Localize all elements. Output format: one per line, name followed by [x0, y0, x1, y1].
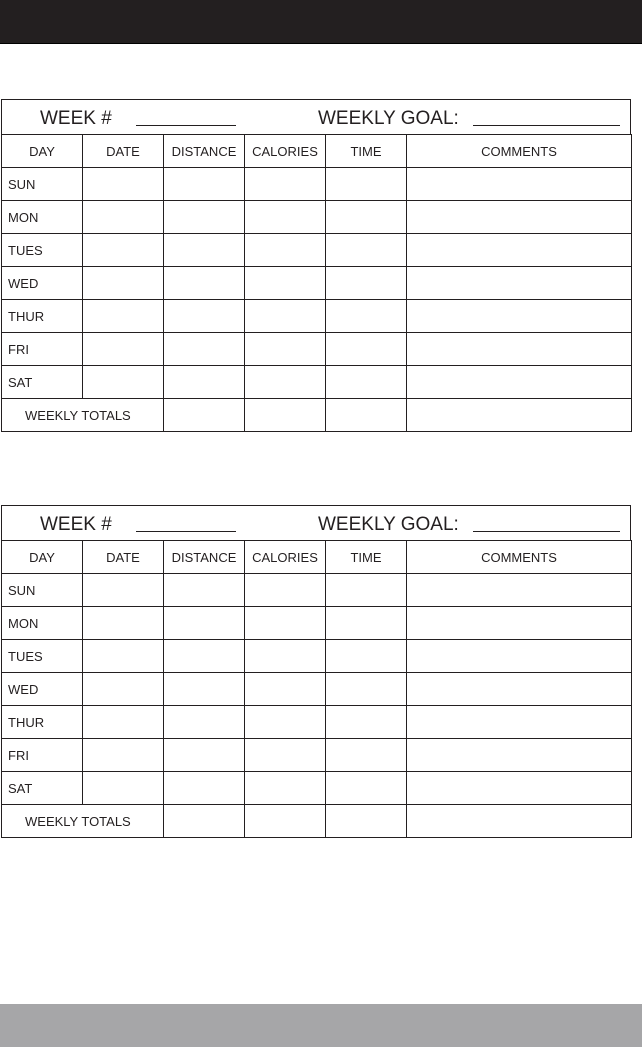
entry-cell-time[interactable]: [326, 267, 407, 300]
total-cell-time[interactable]: [326, 399, 407, 432]
day-row: [2, 366, 632, 399]
weekly-goal-label: WEEKLY GOAL:: [318, 514, 459, 535]
entry-cell-calories[interactable]: [245, 739, 326, 772]
day-label: MON: [2, 201, 83, 234]
entry-cell-comments[interactable]: [407, 366, 632, 399]
entry-cell-date[interactable]: [83, 234, 164, 267]
entry-cell-time[interactable]: [326, 300, 407, 333]
day-row: [2, 673, 632, 706]
day-label: THUR: [2, 706, 83, 739]
entry-cell-distance[interactable]: [164, 168, 245, 201]
entry-cell-comments[interactable]: [407, 739, 632, 772]
entry-cell-comments[interactable]: [407, 640, 632, 673]
column-header-day: DAY: [2, 541, 83, 574]
column-header-calories: CALORIES: [245, 135, 326, 168]
entry-cell-distance[interactable]: [164, 739, 245, 772]
day-label: FRI: [2, 739, 83, 772]
day-label: SUN: [2, 574, 83, 607]
column-header-day: DAY: [2, 135, 83, 168]
entry-cell-date[interactable]: [83, 739, 164, 772]
entry-cell-distance[interactable]: [164, 607, 245, 640]
entry-cell-date[interactable]: [83, 168, 164, 201]
entry-cell-comments[interactable]: [407, 772, 632, 805]
entry-cell-distance[interactable]: [164, 300, 245, 333]
weekly-goal-field[interactable]: [473, 531, 620, 532]
entry-cell-date[interactable]: [83, 640, 164, 673]
week-number-field[interactable]: [136, 531, 236, 532]
entry-cell-calories[interactable]: [245, 168, 326, 201]
entry-cell-date[interactable]: [83, 333, 164, 366]
entry-cell-time[interactable]: [326, 739, 407, 772]
entry-cell-distance[interactable]: [164, 267, 245, 300]
entry-cell-date[interactable]: [83, 201, 164, 234]
total-cell-comments[interactable]: [407, 399, 632, 432]
entry-cell-calories[interactable]: [245, 772, 326, 805]
entry-cell-comments[interactable]: [407, 168, 632, 201]
entry-cell-calories[interactable]: [245, 673, 326, 706]
column-header-calories: CALORIES: [245, 541, 326, 574]
day-label: THUR: [2, 300, 83, 333]
entry-cell-comments[interactable]: [407, 267, 632, 300]
entry-cell-distance[interactable]: [164, 201, 245, 234]
day-row: [2, 739, 632, 772]
total-cell-calories[interactable]: [245, 399, 326, 432]
entry-cell-comments[interactable]: [407, 706, 632, 739]
day-row: [2, 168, 632, 201]
day-label: SAT: [2, 366, 83, 399]
column-header-distance: DISTANCE: [164, 135, 245, 168]
entry-cell-date[interactable]: [83, 772, 164, 805]
total-cell-distance[interactable]: [164, 399, 245, 432]
entry-cell-date[interactable]: [83, 300, 164, 333]
weekly-totals-row: [2, 399, 632, 432]
column-header-row: [2, 135, 632, 168]
day-row: [2, 201, 632, 234]
log-header: [1, 99, 631, 134]
entry-cell-date[interactable]: [83, 574, 164, 607]
entry-cell-distance[interactable]: [164, 333, 245, 366]
week-number-label: WEEK #: [40, 108, 112, 129]
day-row: [2, 607, 632, 640]
entry-cell-time[interactable]: [326, 366, 407, 399]
entry-cell-time[interactable]: [326, 772, 407, 805]
top-bar: [0, 0, 642, 44]
entry-cell-time[interactable]: [326, 201, 407, 234]
entry-cell-distance[interactable]: [164, 772, 245, 805]
day-label: SUN: [2, 168, 83, 201]
week-number-field[interactable]: [136, 125, 236, 126]
column-header-time: TIME: [326, 135, 407, 168]
day-label: MON: [2, 607, 83, 640]
entry-cell-date[interactable]: [83, 366, 164, 399]
day-row: [2, 234, 632, 267]
entry-cell-calories[interactable]: [245, 706, 326, 739]
weekly-totals-label: WEEKLY TOTALS: [2, 399, 164, 432]
entry-cell-calories[interactable]: [245, 300, 326, 333]
entry-cell-calories[interactable]: [245, 201, 326, 234]
entry-cell-calories[interactable]: [245, 267, 326, 300]
entry-cell-calories[interactable]: [245, 234, 326, 267]
day-label: TUES: [2, 234, 83, 267]
column-header-comments: COMMENTS: [407, 541, 632, 574]
entry-cell-date[interactable]: [83, 706, 164, 739]
day-label: SAT: [2, 772, 83, 805]
column-header-comments: COMMENTS: [407, 135, 632, 168]
day-row: [2, 300, 632, 333]
entry-cell-time[interactable]: [326, 168, 407, 201]
entry-cell-distance[interactable]: [164, 640, 245, 673]
total-cell-calories[interactable]: [245, 805, 326, 838]
entry-cell-time[interactable]: [326, 640, 407, 673]
entry-cell-distance[interactable]: [164, 706, 245, 739]
entry-cell-time[interactable]: [326, 607, 407, 640]
day-row: [2, 706, 632, 739]
entry-cell-time[interactable]: [326, 234, 407, 267]
log-table: [1, 540, 632, 838]
entry-cell-distance[interactable]: [164, 574, 245, 607]
column-header-row: [2, 541, 632, 574]
entry-cell-comments[interactable]: [407, 574, 632, 607]
entry-cell-date[interactable]: [83, 673, 164, 706]
day-label: TUES: [2, 640, 83, 673]
day-row: [2, 333, 632, 366]
day-row: [2, 772, 632, 805]
entry-cell-comments[interactable]: [407, 234, 632, 267]
day-label: WED: [2, 673, 83, 706]
entry-cell-comments[interactable]: [407, 300, 632, 333]
entry-cell-distance[interactable]: [164, 366, 245, 399]
bottom-bar: [0, 1004, 642, 1047]
weekly-log: [1, 505, 631, 838]
weekly-goal-label: WEEKLY GOAL:: [318, 108, 459, 129]
day-row: [2, 640, 632, 673]
column-header-distance: DISTANCE: [164, 541, 245, 574]
day-row: [2, 267, 632, 300]
day-label: FRI: [2, 333, 83, 366]
entry-cell-comments[interactable]: [407, 607, 632, 640]
entry-cell-calories[interactable]: [245, 640, 326, 673]
entry-cell-date[interactable]: [83, 267, 164, 300]
weekly-log: [1, 99, 631, 432]
entry-cell-calories[interactable]: [245, 333, 326, 366]
weekly-totals-label: WEEKLY TOTALS: [2, 805, 164, 838]
entry-cell-distance[interactable]: [164, 234, 245, 267]
weekly-goal-field[interactable]: [473, 125, 620, 126]
entry-cell-comments[interactable]: [407, 333, 632, 366]
weekly-totals-row: [2, 805, 632, 838]
entry-cell-distance[interactable]: [164, 673, 245, 706]
column-header-date: DATE: [83, 135, 164, 168]
log-header: [1, 505, 631, 540]
entry-cell-comments[interactable]: [407, 201, 632, 234]
entry-cell-calories[interactable]: [245, 574, 326, 607]
total-cell-distance[interactable]: [164, 805, 245, 838]
entry-cell-time[interactable]: [326, 673, 407, 706]
day-label: WED: [2, 267, 83, 300]
column-header-time: TIME: [326, 541, 407, 574]
entry-cell-time[interactable]: [326, 333, 407, 366]
entry-cell-calories[interactable]: [245, 607, 326, 640]
day-row: [2, 574, 632, 607]
total-cell-comments[interactable]: [407, 805, 632, 838]
total-cell-time[interactable]: [326, 805, 407, 838]
entry-cell-time[interactable]: [326, 706, 407, 739]
column-header-date: DATE: [83, 541, 164, 574]
entry-cell-date[interactable]: [83, 607, 164, 640]
log-table: [1, 134, 632, 432]
week-number-label: WEEK #: [40, 514, 112, 535]
entry-cell-time[interactable]: [326, 574, 407, 607]
entry-cell-comments[interactable]: [407, 673, 632, 706]
entry-cell-calories[interactable]: [245, 366, 326, 399]
